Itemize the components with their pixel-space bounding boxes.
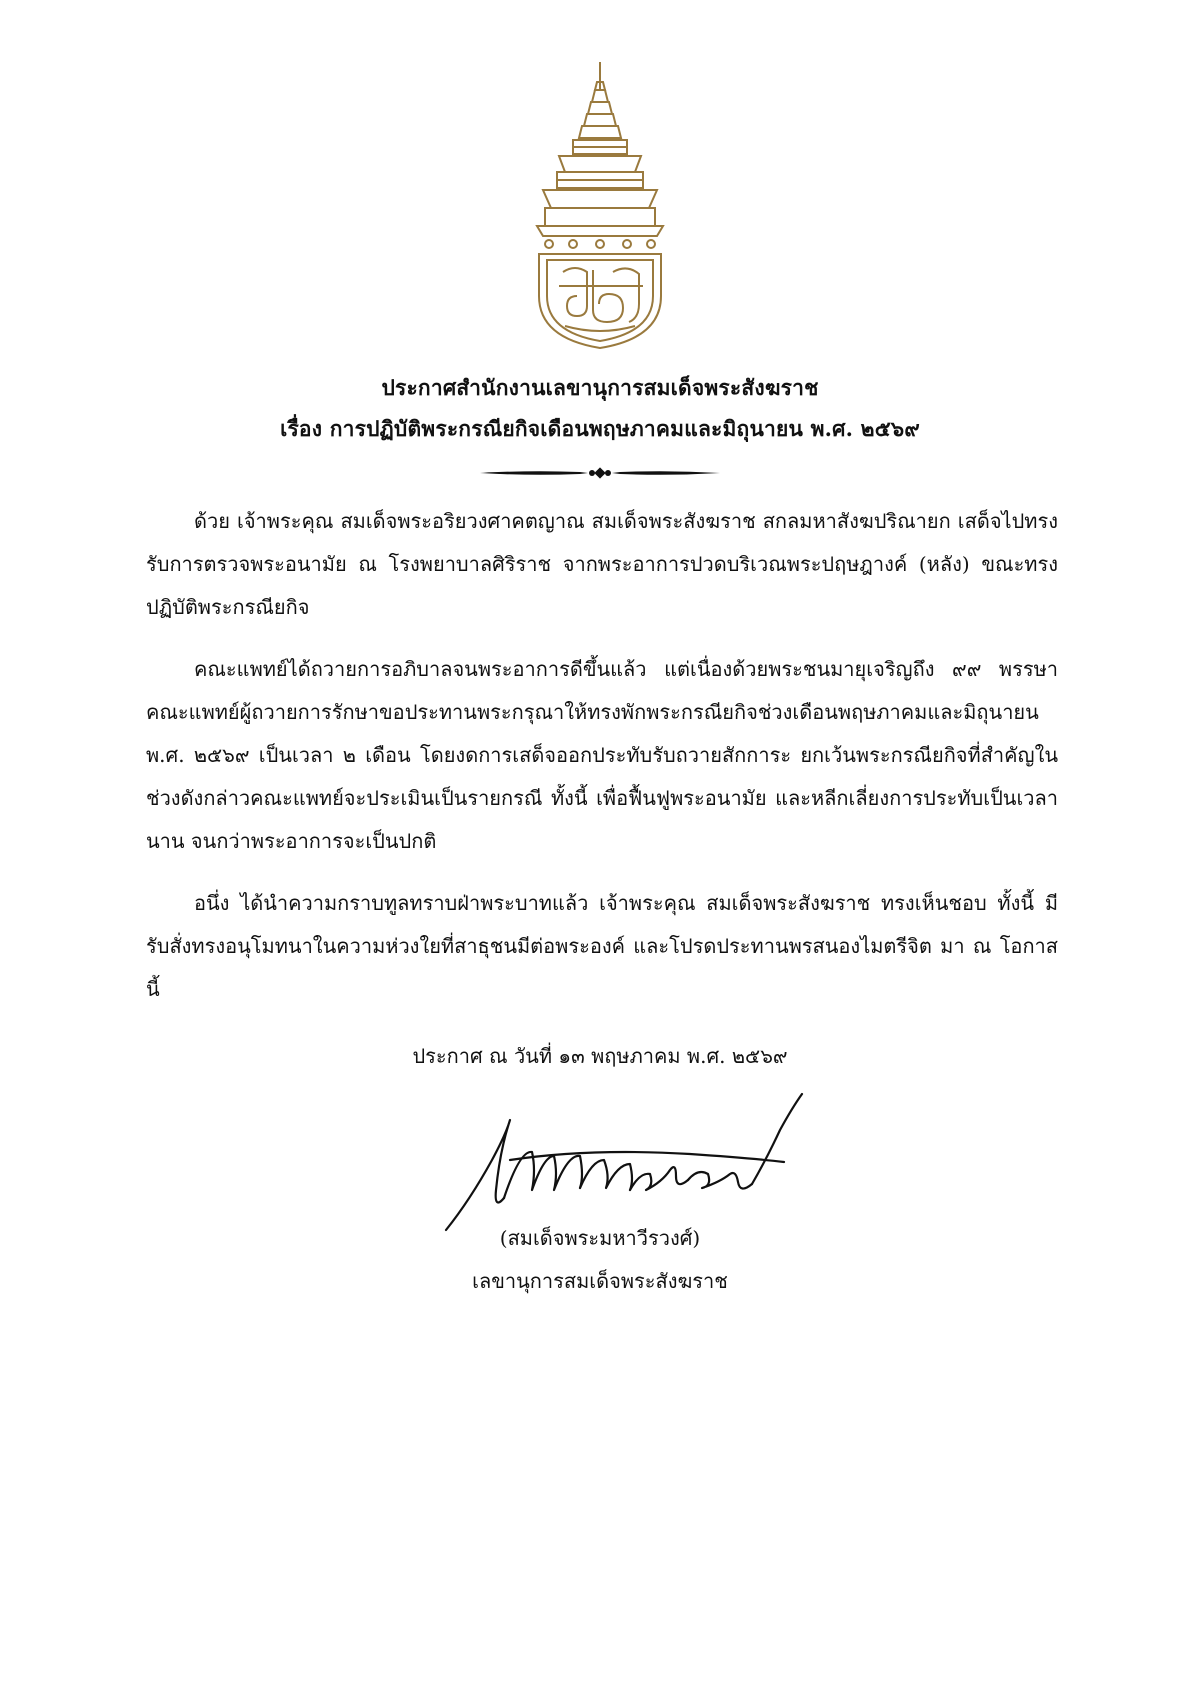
signer-title: เลขานุการสมเด็จพระสังฆราช: [472, 1269, 728, 1293]
body-paragraph: อนึ่ง ได้นำความกราบทูลทราบฝ่าพระบาทแล้ว เจ้าพระคุณ สมเด็จพระสังฆราช ทรงเห็นชอบ ทั้งนี้ มีรับสั่งทรงอนุโมทนาในความห่วงใยที่สาธุชนมีต่อพระองค์ และโปรดประทานพรสนองไมตรีจิต มา ณ โอกาสนี้: [146, 891, 1058, 1001]
announcement-date: ประกาศ ณ วันที่ ๑๓ พฤษภาคม พ.ศ. ๒๕๖๙: [412, 1044, 788, 1068]
royal-emblem-icon: [535, 60, 665, 350]
body-paragraph: ด้วย เจ้าพระคุณ สมเด็จพระอริยวงศาคตญาณ สมเด็จพระสังฆราช สกลมหาสังฆปริณายก เสด็จไปทรงรับการตรวจพระอนามัย ณ โรงพยาบาลศิริราช จากพระอาการปวดบริเวณพระปฤษฎางค์ (หลัง) ขณะทรงปฏิบัติพระกรณียกิจ: [146, 509, 1058, 619]
announcement-subject: เรื่อง การปฏิบัติพระกรณียกิจเดือนพฤษภาคมและมิถุนายน พ.ศ. ๒๕๖๙: [280, 416, 920, 441]
ornament-divider-icon: [480, 466, 720, 480]
signer-name: (สมเด็จพระมหาวีรวงศ์): [499, 1226, 701, 1250]
signature-icon: [440, 1090, 820, 1240]
announcement-title: ประกาศสำนักงานเลขานุการสมเด็จพระสังฆราช: [381, 375, 819, 400]
body-paragraph: คณะแพทย์ได้ถวายการอภิบาลจนพระอาการดีขึ้นแล้ว แต่เนื่องด้วยพระชนมายุเจริญถึง ๙๙ พรรษา คณะแพทย์ผู้ถวายการรักษาขอประทานพระกรุณาให้ทรงพักพระกรณียกิจช่วงเดือนพฤษภาคมและมิถุนายน พ.ศ. ๒๕๖๙ เป็นเวลา ๒ เดือน โดยงดการเสด็จออกประทับรับถวายสักการะ ยกเว้นพระกรณียกิจที่สำคัญในช่วงดังกล่าวคณะแพทย์จะประเมินเป็นรายกรณี ทั้งนี้ เพื่อฟื้นฟูพระอนามัย และหลีกเลี่ยงการประทับเป็นเวลานาน จนกว่าพระอาการจะเป็นปกติ: [146, 657, 1058, 853]
